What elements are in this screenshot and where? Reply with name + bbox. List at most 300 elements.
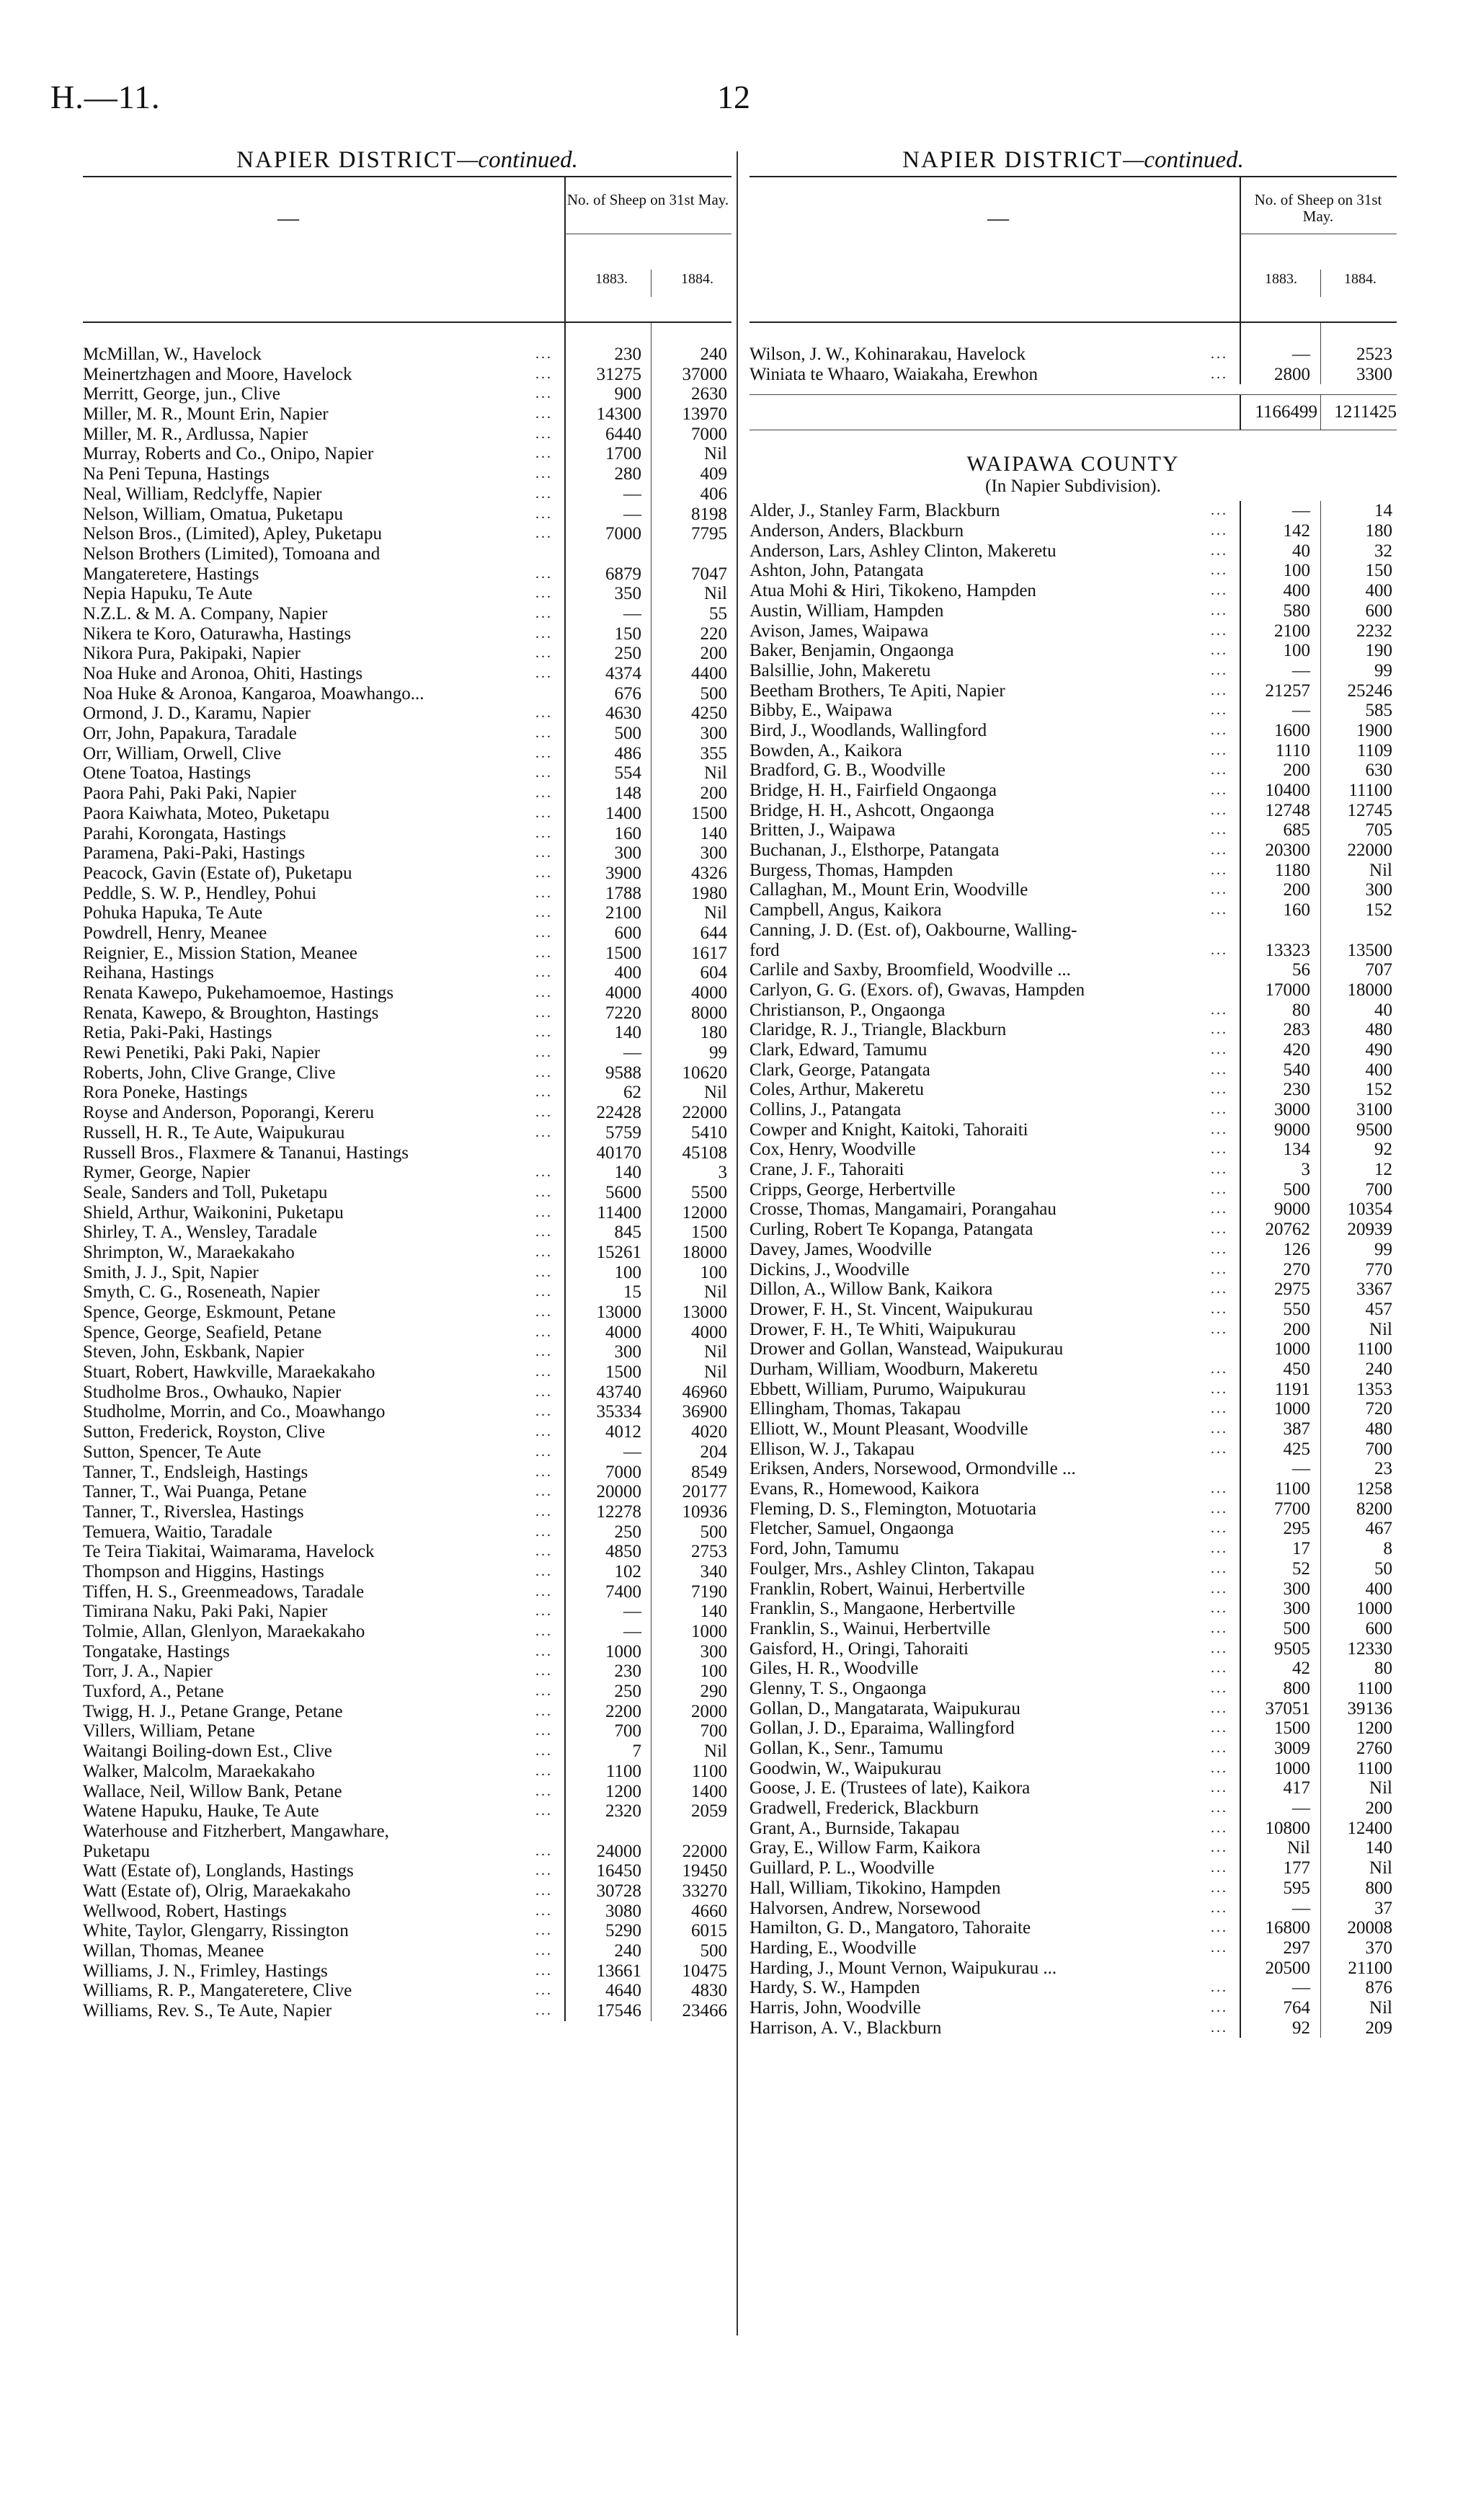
- leader-dots: ...: [1211, 702, 1228, 719]
- sheep-1884: 2059: [691, 1801, 727, 1822]
- table-row: [83, 604, 731, 624]
- table-row: [83, 1542, 731, 1562]
- table-row: [83, 1941, 731, 1961]
- holder-name: Ebbett, William, Purumo, Waipukurau: [750, 1379, 1026, 1399]
- sheep-1883: 2100: [605, 903, 641, 923]
- left-title-continued: —continued.: [457, 147, 578, 173]
- table-row: [750, 1559, 1397, 1579]
- sheep-1883: 300: [614, 1342, 641, 1362]
- sheep-1884: 200: [700, 784, 727, 804]
- sheep-1883: 400: [1283, 581, 1310, 601]
- left-head-dash: —: [277, 206, 299, 230]
- table-row: [750, 1339, 1397, 1359]
- sheep-1884: 300: [700, 1641, 727, 1661]
- right-table-header: [750, 176, 1397, 323]
- sheep-1883: 160: [1283, 900, 1310, 920]
- holder-name: Beetham Brothers, Te Apiti, Napier: [750, 680, 1005, 701]
- table-row: [83, 724, 731, 744]
- holder-name: Nikora Pura, Pakipaki, Napier: [83, 644, 301, 664]
- leader-dots: ...: [1211, 1481, 1228, 1497]
- sheep-1884: 3: [718, 1163, 727, 1183]
- sheep-1884: 630: [1365, 760, 1392, 781]
- holder-name: Te Teira Tiakitai, Waimarama, Havelock: [83, 1542, 375, 1562]
- leader-dots: ...: [1211, 1101, 1228, 1117]
- holder-name: Wallace, Neil, Willow Bank, Petane: [83, 1781, 342, 1801]
- leader-dots: ...: [1211, 1181, 1228, 1197]
- sheep-1884: 25246: [1347, 680, 1392, 701]
- holder-name: Bibby, E., Waipawa: [750, 701, 892, 721]
- leader-dots: ...: [1211, 842, 1228, 859]
- leader-dots: ...: [1211, 742, 1228, 758]
- right-title-main: NAPIER DISTRICT: [902, 147, 1124, 173]
- sheep-1883: 1100: [1274, 1479, 1310, 1499]
- sheep-1884: 204: [700, 1442, 727, 1462]
- leader-dots: ...: [535, 1762, 553, 1779]
- sheep-1884: 37000: [682, 364, 727, 384]
- leader-dots: ...: [1211, 1241, 1228, 1257]
- holder-name: Fleming, D. S., Flemington, Motuotaria: [750, 1499, 1036, 1519]
- table-row: [83, 464, 731, 484]
- sheep-1883: 580: [1283, 600, 1310, 621]
- sheep-1884: 18000: [1347, 980, 1392, 1000]
- holder-name: Russell Bros., Flaxmere & Tananui, Hastings: [83, 1143, 409, 1163]
- sheep-1883: 20300: [1265, 840, 1310, 861]
- sheep-1883: 17: [1292, 1539, 1310, 1559]
- right-table-body: [750, 501, 1397, 2038]
- sheep-1883: 22428: [596, 1103, 641, 1123]
- table-row: [750, 601, 1397, 621]
- sheep-1884: 720: [1365, 1399, 1392, 1419]
- sheep-1883: 31275: [596, 364, 641, 384]
- sheep-1884: 400: [1365, 1579, 1392, 1599]
- sheep-1883: 486: [614, 743, 641, 763]
- sheep-1884: 604: [700, 963, 727, 983]
- sheep-1884: 1100: [1356, 1678, 1392, 1698]
- sheep-1884: Nil: [704, 444, 727, 464]
- sheep-1883: 52: [1292, 1558, 1310, 1579]
- leader-dots: ...: [535, 1284, 553, 1300]
- sheep-1884: Nil: [704, 1282, 727, 1303]
- sheep-1883: 6440: [605, 424, 641, 444]
- series-code: H.—11.: [50, 79, 161, 115]
- sheep-1883: 425: [1283, 1439, 1310, 1459]
- table-row: [750, 1320, 1397, 1340]
- left-sheep-header: No. of Sheep on 31st May.: [566, 191, 729, 208]
- leader-dots: ...: [535, 1922, 553, 1939]
- sheep-1883: 13323: [1265, 940, 1310, 960]
- holder-name: Cowper and Knight, Kaitoki, Tahoraiti: [750, 1119, 1028, 1140]
- sheep-1883: 5759: [605, 1122, 641, 1143]
- leader-dots: ...: [535, 1204, 553, 1220]
- leader-dots: ...: [535, 1364, 553, 1380]
- sheep-1883: 150: [614, 624, 641, 644]
- sheep-1883: 3900: [605, 863, 641, 883]
- holder-name: Renata Kawepo, Pukehamoemoe, Hastings: [83, 983, 394, 1003]
- leader-dots: ...: [1211, 1121, 1228, 1137]
- holder-name: Watene Hapuku, Hauke, Te Aute: [83, 1801, 319, 1822]
- sheep-1884: 14: [1374, 501, 1392, 521]
- leader-dots: ...: [1211, 1680, 1228, 1696]
- table-row: [750, 781, 1397, 801]
- leader-dots: ...: [1211, 902, 1228, 918]
- leader-dots: ...: [1211, 642, 1228, 659]
- sheep-1884: 1100: [691, 1761, 727, 1781]
- sheep-1884: 4020: [691, 1422, 727, 1442]
- sheep-1883: 7000: [605, 1462, 641, 1482]
- leader-dots: ...: [535, 944, 553, 961]
- sheep-1884: 99: [1374, 660, 1392, 680]
- table-row: [83, 1502, 731, 1522]
- holder-name: Orr, John, Papakura, Taradale: [83, 724, 297, 744]
- sheep-1883: —: [623, 504, 641, 524]
- leader-dots: ...: [1211, 822, 1228, 838]
- table-row: [750, 1958, 1397, 1979]
- leader-dots: ...: [535, 525, 553, 542]
- sheep-1884: 140: [1365, 1838, 1392, 1858]
- sheep-1883: 16450: [596, 1861, 641, 1881]
- total-1883: 1166499: [1255, 402, 1317, 422]
- table-row: [750, 1918, 1397, 1938]
- table-row: [750, 721, 1397, 741]
- sheep-1883: 280: [614, 464, 641, 484]
- sheep-1883: 21257: [1265, 680, 1310, 701]
- sheep-1884: 36900: [682, 1402, 727, 1422]
- sheep-1883: 17000: [1265, 980, 1310, 1000]
- table-row: [750, 880, 1397, 900]
- sheep-1884: 99: [1374, 1239, 1392, 1259]
- sheep-1884: 1353: [1356, 1379, 1392, 1399]
- sheep-1883: 40: [1292, 541, 1310, 561]
- leader-dots: ...: [535, 1024, 553, 1041]
- sheep-1884: 100: [700, 1661, 727, 1682]
- sheep-1884: 22000: [682, 1103, 727, 1123]
- sheep-1883: 134: [1283, 1140, 1310, 1160]
- sheep-1884: 1500: [691, 1223, 727, 1243]
- sheep-1883: 297: [1283, 1938, 1310, 1958]
- sheep-1883: 13000: [596, 1303, 641, 1322]
- leader-dots: ...: [535, 1902, 553, 1919]
- holder-name: Gradwell, Frederick, Blackburn: [750, 1798, 979, 1819]
- sheep-1883: 230: [614, 1661, 641, 1682]
- sheep-1883: 37051: [1265, 1698, 1310, 1718]
- holder-name: Crosse, Thomas, Mangamairi, Porangahau: [750, 1199, 1057, 1220]
- sheep-1883: 500: [1283, 1618, 1310, 1638]
- table-row: [83, 1163, 731, 1183]
- holder-name: Retia, Paki-Paki, Hastings: [83, 1023, 272, 1043]
- leader-dots: ...: [535, 985, 553, 1001]
- holder-name: Na Peni Tepuna, Hastings: [83, 464, 270, 484]
- holder-name: Neal, William, Redclyffe, Napier: [83, 484, 322, 504]
- table-row: [83, 1602, 731, 1622]
- sheep-1884: 18000: [682, 1242, 727, 1262]
- leader-dots: ...: [1211, 1740, 1228, 1756]
- leader-dots: ...: [1211, 1560, 1228, 1576]
- holder-name: Nelson, William, Omatua, Puketapu: [83, 504, 343, 524]
- sheep-1883: 500: [1283, 1179, 1310, 1199]
- table-row: [750, 840, 1397, 861]
- holder-name: White, Taylor, Glengarry, Rissington: [83, 1921, 349, 1941]
- sheep-1884: 23466: [682, 2001, 727, 2021]
- table-row: [83, 1582, 731, 1602]
- holder-name: Gollan, K., Senr., Tamumu: [750, 1739, 943, 1758]
- table-row: [83, 1402, 731, 1422]
- holder-name: Spence, George, Eskmount, Petane: [83, 1303, 336, 1322]
- leader-dots: ...: [535, 605, 553, 621]
- table-row: [750, 1100, 1397, 1120]
- left-year-1884: 1884.: [681, 271, 713, 287]
- sheep-1884: 1100: [1356, 1339, 1392, 1359]
- table-row: [750, 345, 1397, 365]
- sheep-1883: 200: [1283, 1319, 1310, 1339]
- table-row: [750, 1519, 1397, 1539]
- holder-name: Gaisford, H., Oringi, Tahoraiti: [750, 1638, 969, 1659]
- leader-dots: ...: [535, 1723, 553, 1739]
- sheep-1883: 1000: [605, 1641, 641, 1661]
- sheep-1883: 1110: [1275, 740, 1310, 760]
- sheep-1883: 42: [1292, 1659, 1310, 1679]
- table-row: [83, 384, 731, 404]
- sheep-1884: 457: [1365, 1299, 1392, 1319]
- table-row: [750, 1439, 1397, 1460]
- leader-dots: ...: [1211, 1920, 1228, 1936]
- holder-name: Tolmie, Allan, Glenlyon, Maraekakaho: [83, 1622, 365, 1641]
- sheep-1883: —: [1292, 701, 1310, 721]
- holder-name: Nelson Bros., (Limited), Apley, Puketapu: [83, 524, 382, 544]
- table-row: [83, 1143, 731, 1163]
- sheep-1884: 220: [700, 624, 727, 644]
- sheep-1883: 12278: [596, 1501, 641, 1522]
- holder-name: Fletcher, Samuel, Ongaonga: [750, 1519, 954, 1539]
- holder-name: Timirana Naku, Paki Paki, Napier: [83, 1602, 328, 1622]
- holder-name: Bridge, H. H., Ashcott, Ongaonga: [750, 800, 995, 820]
- holder-name: Roberts, John, Clive Grange, Clive: [83, 1062, 336, 1083]
- sheep-1883: 140: [614, 1023, 641, 1043]
- table-row: [83, 1682, 731, 1702]
- sheep-1884: 9500: [1356, 1119, 1392, 1140]
- sheep-1883: 250: [614, 644, 641, 664]
- holder-name: Franklin, S., Mangaone, Herbertville: [750, 1599, 1015, 1619]
- table-row: [750, 1180, 1397, 1200]
- holder-name: Drower, F. H., St. Vincent, Waipukurau: [750, 1299, 1033, 1319]
- sheep-1884: 400: [1365, 581, 1392, 601]
- holder-name: Smith, J. J., Spit, Napier: [83, 1262, 259, 1282]
- leader-dots: ...: [1211, 1401, 1228, 1417]
- table-row: [750, 1599, 1397, 1619]
- sheep-1883: 2800: [1274, 364, 1310, 384]
- leader-dots: ...: [1211, 1800, 1228, 1816]
- holder-name: Balsillie, John, Makeretu: [750, 660, 931, 680]
- holder-name: Tanner, T., Endsleigh, Hastings: [83, 1462, 308, 1482]
- holder-name: Guillard, P. L., Woodville: [750, 1858, 935, 1878]
- holder-name: Goodwin, W., Waipukurau: [750, 1758, 942, 1778]
- sheep-1884: 700: [700, 1721, 727, 1742]
- sheep-1883: —: [1292, 1798, 1310, 1819]
- holder-name: Paora Kaiwhata, Moteo, Puketapu: [83, 803, 330, 823]
- holder-name: Goose, J. E. (Trustees of late), Kaikora: [750, 1778, 1031, 1798]
- holder-name: Franklin, Robert, Wainui, Herbertville: [750, 1579, 1026, 1599]
- holder-name: Drower and Gollan, Wanstead, Waipukurau: [750, 1339, 1064, 1359]
- leader-dots: ...: [535, 505, 553, 522]
- leader-dots: ...: [535, 1064, 553, 1081]
- leader-dots: ...: [1211, 1300, 1228, 1317]
- sheep-1883: 15: [623, 1282, 641, 1303]
- sheep-1883: —: [1292, 1898, 1310, 1918]
- sheep-1884: 5500: [691, 1182, 727, 1202]
- table-row: [750, 661, 1397, 681]
- sheep-1883: 7220: [605, 1003, 641, 1023]
- table-row: [83, 1383, 731, 1403]
- leader-dots: ...: [1211, 1281, 1228, 1297]
- sheep-1883: 9505: [1274, 1638, 1310, 1659]
- leader-dots: ...: [1211, 1001, 1228, 1018]
- sheep-1884: 4660: [691, 1901, 727, 1921]
- right-column: [750, 144, 1397, 2038]
- table-row: [750, 1679, 1397, 1699]
- sheep-1884: Nil: [1369, 1778, 1392, 1798]
- left-year-1883: 1883.: [595, 271, 628, 287]
- leader-dots: ...: [535, 386, 553, 402]
- sheep-1884: 480: [1365, 1020, 1392, 1040]
- leader-dots: ...: [1211, 1580, 1228, 1597]
- leader-dots: ...: [535, 1583, 553, 1600]
- sheep-1884: 32: [1374, 541, 1392, 561]
- leader-dots: ...: [1211, 861, 1228, 878]
- holder-name: Noa Huke & Aronoa, Kangaroa, Moawhango...: [83, 683, 424, 704]
- holder-name: Bradford, G. B., Woodville: [750, 760, 946, 781]
- sheep-1884: 33270: [682, 1881, 727, 1901]
- holder-name: Elliott, W., Mount Pleasant, Woodville: [750, 1419, 1028, 1439]
- right-year-1884: 1884.: [1344, 271, 1377, 287]
- sheep-1884: 180: [1365, 521, 1392, 541]
- holder-name: Williams, J. N., Frimley, Hastings: [83, 1961, 328, 1981]
- sheep-1883: 1000: [1274, 1339, 1310, 1359]
- table-row: [83, 505, 731, 525]
- leader-dots: ...: [535, 1264, 553, 1280]
- table-row: [750, 1978, 1397, 1998]
- leader-dots: ...: [535, 645, 553, 662]
- leader-dots: ...: [535, 1882, 553, 1899]
- sheep-1883: 3000: [1274, 1100, 1310, 1119]
- left-table-header: [83, 176, 731, 323]
- sheep-1883: 230: [1283, 1080, 1310, 1100]
- holder-name: Clark, Edward, Tamumu: [750, 1039, 928, 1060]
- sheep-1884: 1100: [1356, 1758, 1392, 1778]
- table-row: [750, 1659, 1397, 1679]
- holder-name: Reihana, Hastings: [83, 963, 214, 983]
- table-row: [750, 1001, 1397, 1021]
- leader-dots: ...: [1211, 1161, 1228, 1178]
- sheep-1884: 12400: [1347, 1818, 1392, 1838]
- table-row: [83, 843, 731, 864]
- leader-dots: ...: [535, 1503, 553, 1519]
- leader-dots: ...: [1211, 1819, 1228, 1836]
- sheep-1883: 1100: [605, 1761, 641, 1781]
- holder-name: Waterhouse and Fitzherbert, Mangawhare,: [83, 1821, 389, 1841]
- holder-name: Ford, John, Tamumu: [750, 1539, 899, 1559]
- holder-name: McMillan, W., Havelock: [83, 345, 262, 364]
- table-row: [750, 1858, 1397, 1878]
- table-row: [750, 820, 1397, 840]
- leader-dots: ...: [1211, 722, 1228, 738]
- sheep-1883: 764: [1283, 1997, 1310, 2018]
- holder-name: Austin, William, Hampden: [750, 600, 944, 621]
- holder-name: Britten, J., Waipawa: [750, 820, 896, 840]
- sheep-1883: 62: [623, 1083, 641, 1103]
- table-row: [750, 561, 1397, 581]
- holder-name: Smyth, C. G., Roseneath, Napier: [83, 1282, 320, 1303]
- table-row: [750, 1220, 1397, 1240]
- table-row: [83, 2001, 731, 2021]
- sheep-1884: 500: [700, 1522, 727, 1542]
- sheep-1883: 4000: [605, 983, 641, 1003]
- holder-name: Evans, R., Homewood, Kaikora: [750, 1479, 979, 1499]
- holder-name: Christianson, P., Ongaonga: [750, 1000, 946, 1020]
- holder-name: Sutton, Frederick, Royston, Clive: [83, 1422, 326, 1442]
- sheep-1884: 4830: [691, 1981, 727, 2001]
- table-row: [750, 1020, 1397, 1040]
- holder-name: Canning, J. D. (Est. of), Oakbourne, Walling-: [750, 920, 1077, 940]
- leader-dots: ...: [535, 1643, 553, 1659]
- holder-name: Collins, J., Patangata: [750, 1100, 902, 1119]
- leader-dots: ...: [535, 1982, 553, 1999]
- sheep-1884: Nil: [704, 1362, 727, 1383]
- leader-dots: ...: [535, 346, 553, 362]
- sheep-1884: 300: [700, 724, 727, 744]
- sheep-1884: 290: [700, 1682, 727, 1702]
- holder-name: Callaghan, M., Mount Erin, Woodville: [750, 880, 1028, 900]
- sheep-1883: 676: [614, 683, 641, 704]
- leader-dots: ...: [1211, 1860, 1228, 1876]
- holder-name: Miller, M. R., Mount Erin, Napier: [83, 404, 329, 425]
- sheep-1884: 1900: [1356, 720, 1392, 740]
- holder-name: Peddle, S. W. P., Hendley, Pohui: [83, 883, 317, 903]
- left-title-main: NAPIER DISTRICT: [236, 147, 458, 173]
- leader-dots: ...: [535, 864, 553, 881]
- right-top-rows: [750, 323, 1397, 384]
- table-row: [83, 1861, 731, 1881]
- sheep-1883: 200: [1283, 760, 1310, 781]
- holder-name: Dickins, J., Woodville: [750, 1259, 909, 1279]
- sheep-1884: 22000: [682, 1841, 727, 1861]
- sheep-1883: 40170: [596, 1143, 641, 1163]
- holder-name: Shirley, T. A., Wensley, Taradale: [83, 1223, 318, 1243]
- sheep-1884: 4326: [691, 863, 727, 883]
- holder-name: Studholme, Morrin, and Co., Moawhango: [83, 1402, 386, 1422]
- sheep-1884: 800: [1365, 1878, 1392, 1898]
- leader-dots: ...: [535, 1563, 553, 1579]
- holder-name: Buchanan, J., Elsthorpe, Patangata: [750, 840, 1000, 861]
- sheep-1884: 370: [1365, 1938, 1392, 1958]
- sheep-1883: 177: [1283, 1858, 1310, 1878]
- sheep-1884: 480: [1365, 1419, 1392, 1439]
- table-row: [750, 1878, 1397, 1899]
- sheep-1884: 22000: [1347, 840, 1392, 861]
- leader-dots: ...: [535, 406, 553, 422]
- leader-dots: ...: [535, 1783, 553, 1799]
- sheep-1883: 1180: [1274, 860, 1310, 880]
- leader-dots: ...: [535, 924, 553, 941]
- leader-dots: ...: [535, 425, 553, 442]
- total-1884: 1211425: [1334, 402, 1397, 422]
- table-row: [750, 801, 1397, 821]
- table-row: [83, 1123, 731, 1143]
- table-row: [83, 824, 731, 844]
- leader-dots: ...: [535, 1543, 553, 1560]
- leader-dots: ...: [535, 665, 553, 681]
- table-row: [83, 1043, 731, 1063]
- sheep-1883: —: [1292, 1459, 1310, 1479]
- holder-name: Miller, M. R., Ardlussa, Napier: [83, 424, 308, 444]
